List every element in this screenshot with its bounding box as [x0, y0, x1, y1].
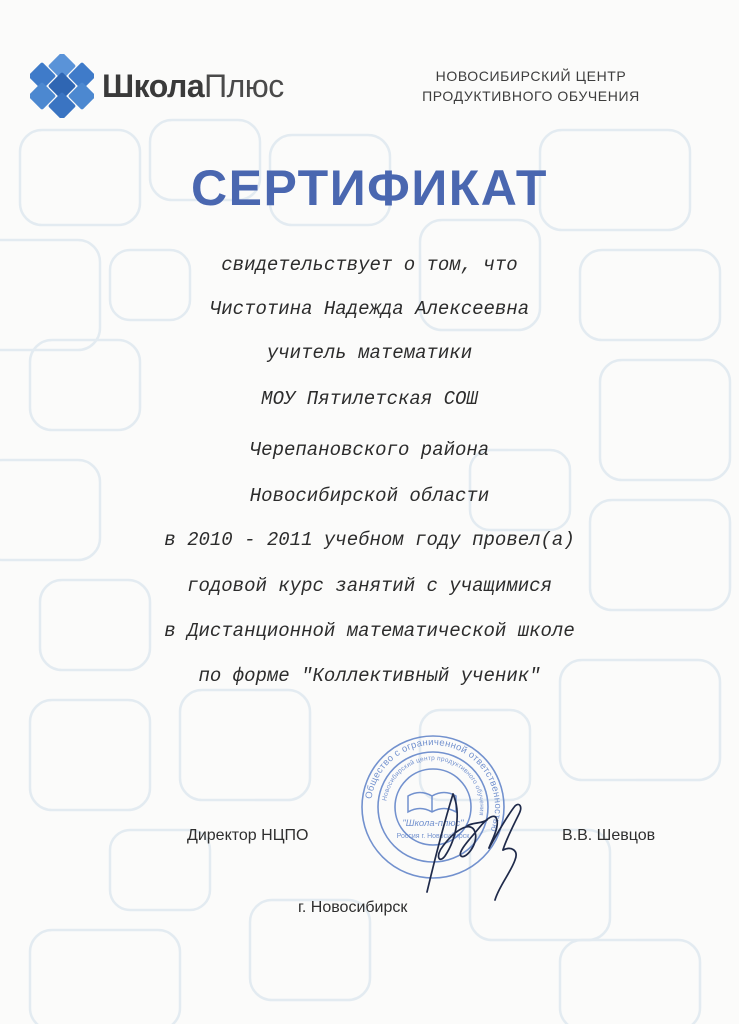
body-line: свидетельствует о том, что: [221, 254, 518, 276]
director-signature: [415, 760, 545, 905]
stamp-center-text: "Школа-плюс": [402, 818, 464, 829]
school-plus-logo: [30, 54, 320, 118]
stamp-bottom-text: Россия г. Новосибирск: [396, 833, 470, 840]
body-line: в 2010 - 2011 учебном году провел(а): [164, 529, 575, 551]
stamp-outer-text: Общество с ограниченной ответственностью: [363, 736, 504, 834]
body-line: Чистотина Надежда Алексеевна: [209, 298, 530, 320]
body-line: учитель математики: [266, 342, 473, 364]
center-name-line-2: ПРОДУКТИВНОГО ОБУЧЕНИЯ: [422, 88, 640, 104]
body-line: в Дистанционной математической школе: [164, 620, 575, 642]
logo-name-bold: Школа: [102, 68, 205, 104]
director-position: Директор НЦПО: [187, 827, 309, 844]
certificate-title: СЕРТИФИКАТ: [191, 160, 548, 216]
body-line: по форме "Коллективный ученик": [198, 665, 541, 687]
director-name: В.В. Шевцов: [562, 827, 656, 844]
stamp-inner-text: Новосибирский центр продуктивного обучения: [381, 754, 486, 817]
logo-name-light: Плюс: [204, 68, 284, 104]
logo-wordmark: [102, 68, 284, 104]
body-line: Черепановского района: [249, 439, 490, 461]
cube-cluster-icon: [30, 54, 94, 118]
center-name-line-1: НОВОСИБИРСКИЙ ЦЕНТР: [435, 68, 627, 84]
city-label: г. Новосибирск: [298, 899, 408, 916]
body-line: Новосибирской области: [249, 485, 490, 507]
body-line: годовой курс занятий с учащимися: [187, 575, 552, 597]
center-name: [400, 66, 662, 106]
body-line: МОУ Пятилетская СОШ: [261, 388, 478, 410]
